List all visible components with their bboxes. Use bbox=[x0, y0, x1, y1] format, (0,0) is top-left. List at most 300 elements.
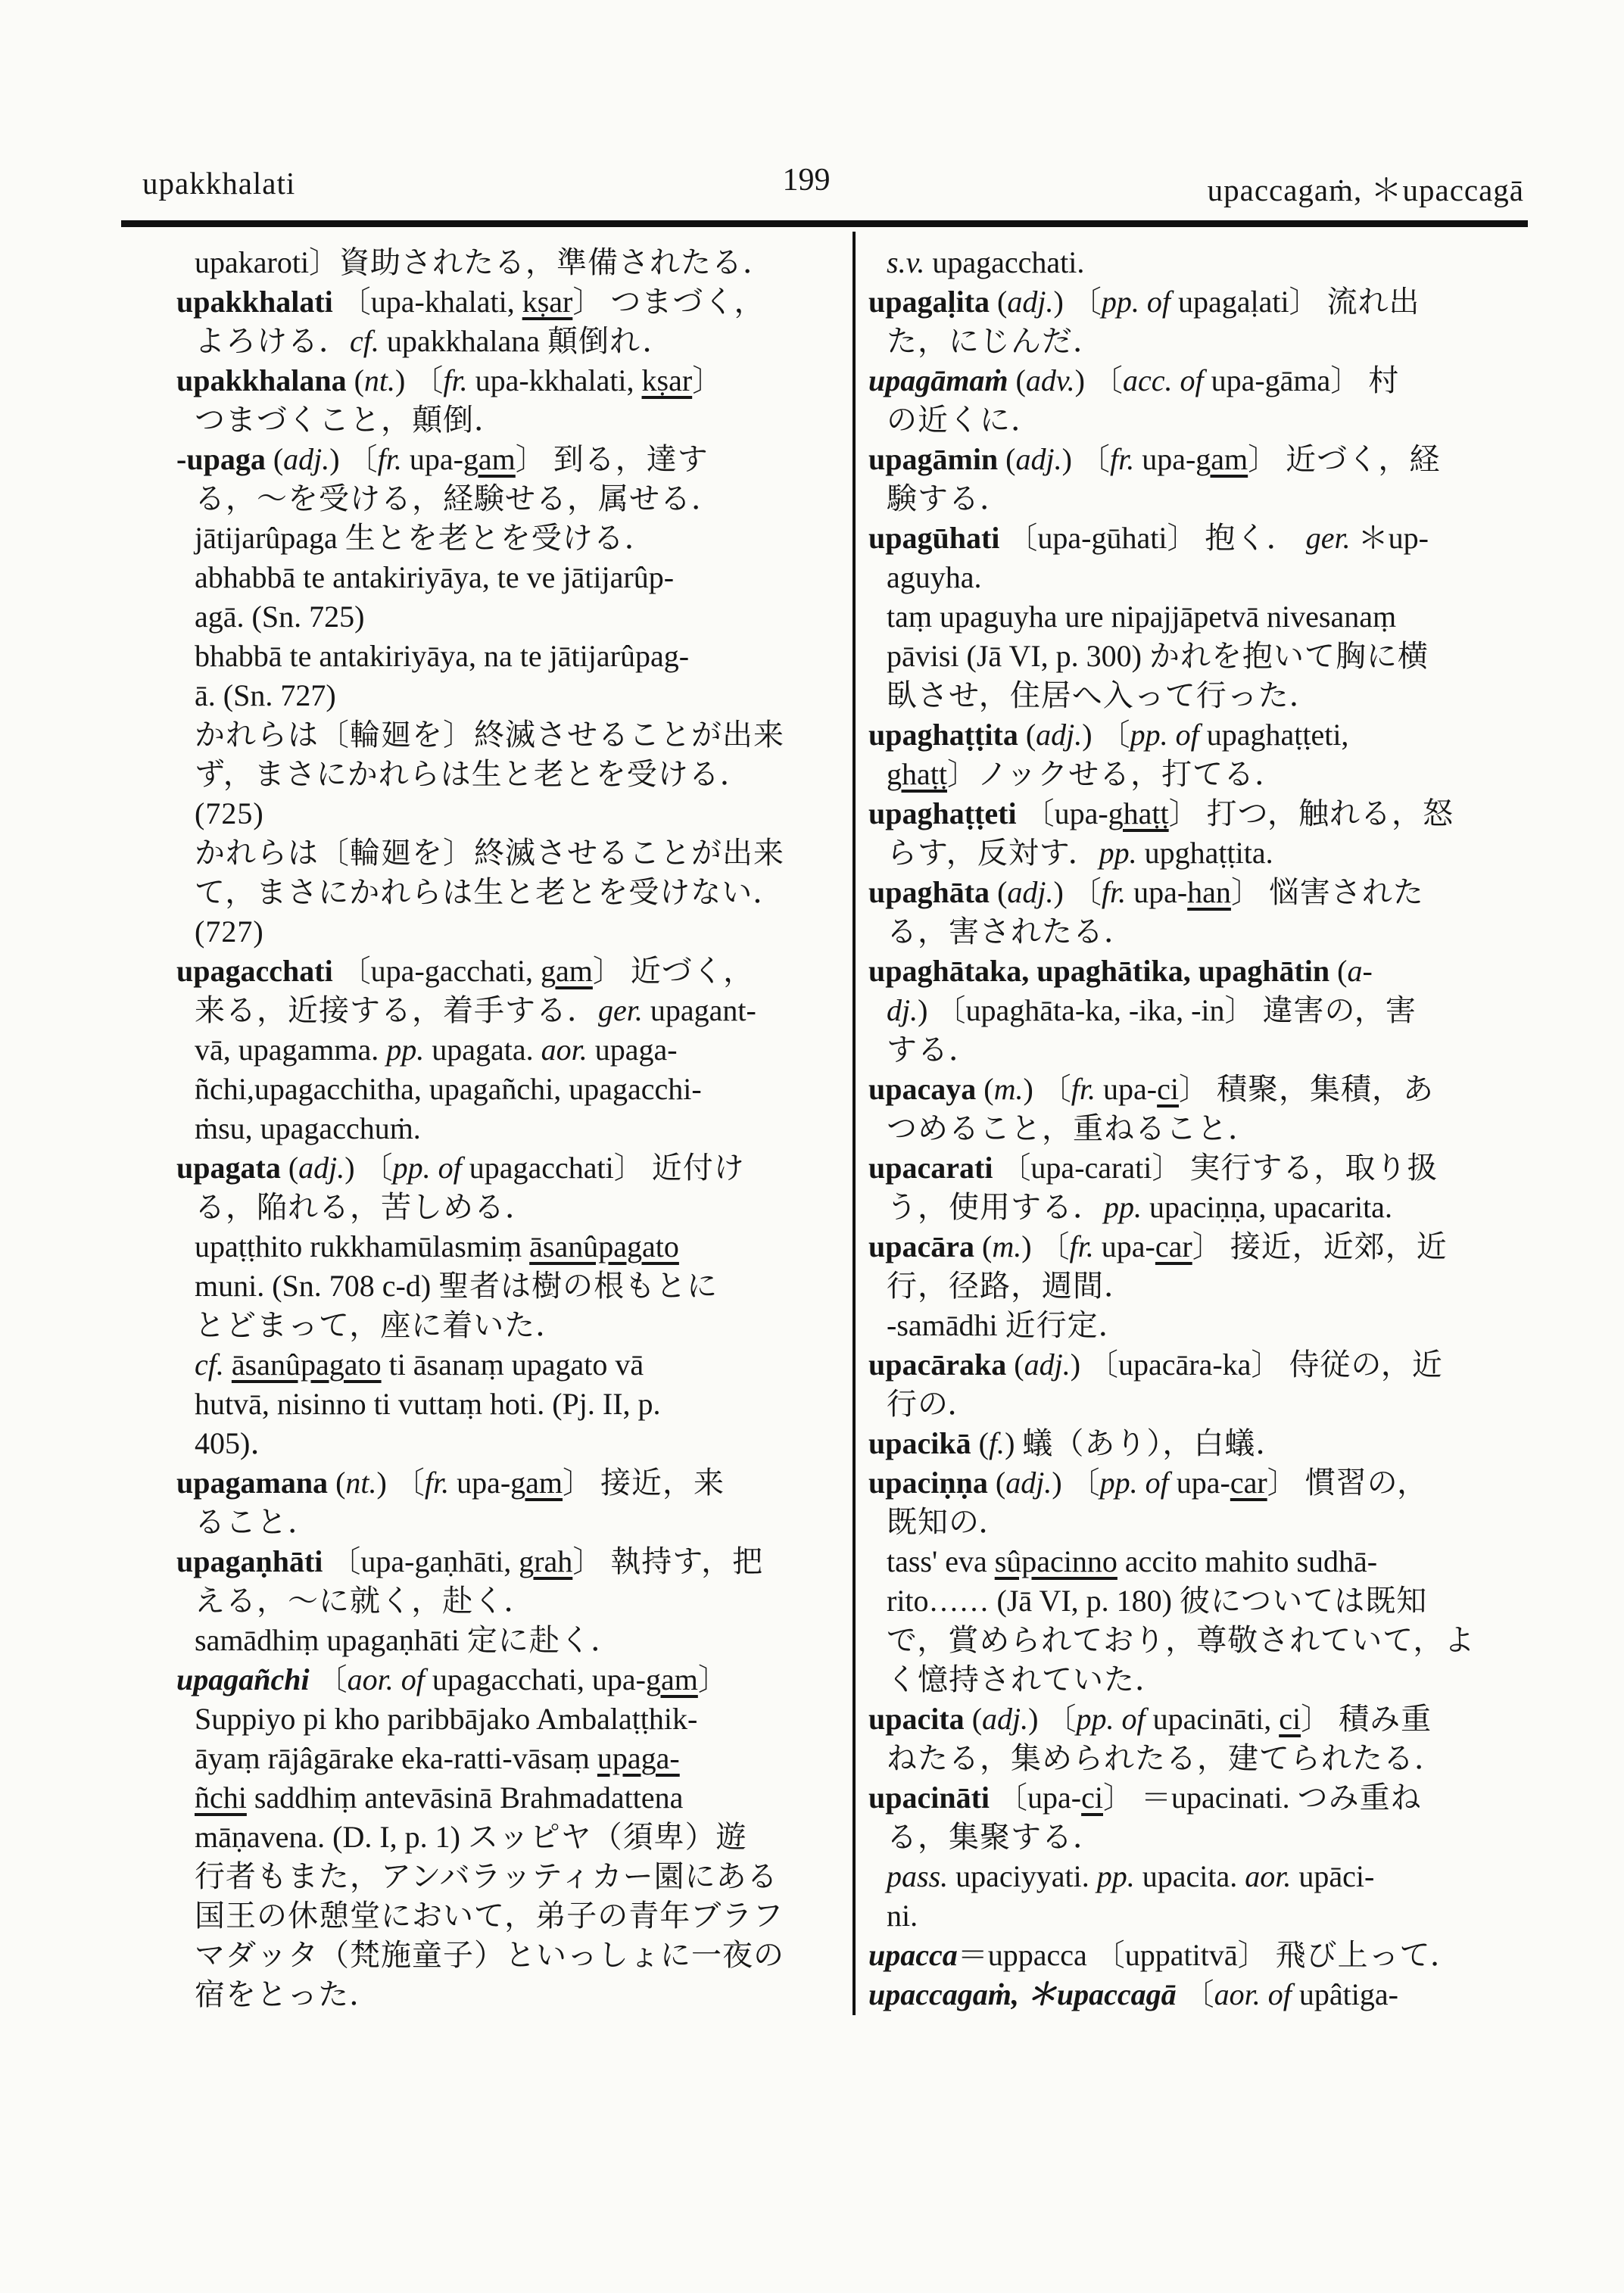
text-run: adv. bbox=[1025, 363, 1075, 397]
text-run: jātijarûpaga bbox=[195, 521, 345, 555]
text-run: aor. of bbox=[347, 1662, 425, 1696]
dictionary-line bbox=[868, 637, 1546, 676]
dictionary-line bbox=[176, 597, 846, 637]
text-run: fr. bbox=[1101, 875, 1127, 909]
dictionary-line bbox=[868, 282, 1546, 322]
text-run: gam bbox=[541, 954, 593, 988]
text-run: 〕 bbox=[697, 1662, 728, 1696]
right-column bbox=[868, 243, 1546, 2022]
dictionary-line bbox=[868, 1699, 1546, 1739]
text-run: upa- bbox=[1093, 1229, 1155, 1263]
text-run: 生とを老とを受ける． bbox=[344, 521, 656, 555]
text-run: m. bbox=[993, 1072, 1024, 1106]
text-run: 到る，達す bbox=[553, 442, 709, 476]
text-run: upâtiga- bbox=[1291, 1977, 1398, 2011]
dictionary-line bbox=[868, 1660, 1546, 1699]
text-run: (725) bbox=[195, 796, 264, 830]
text-run: upagacchati, upa- bbox=[424, 1662, 646, 1696]
text-run: saddhiṃ antevāsinā Brahmadattena bbox=[246, 1781, 684, 1815]
text-run: 〕 bbox=[592, 954, 631, 988]
text-run: ( bbox=[964, 1702, 983, 1736]
text-run: gam bbox=[463, 442, 516, 476]
text-run: 〕 bbox=[946, 757, 977, 791]
text-run: fr. bbox=[424, 1466, 450, 1500]
text-run: する． bbox=[887, 1033, 980, 1067]
dictionary-line bbox=[868, 873, 1546, 912]
text-run: taṃ upaguyha ure nipajjāpetvā nivesanaṃ bbox=[887, 600, 1397, 634]
dictionary-line bbox=[176, 1739, 846, 1778]
text-run: ci bbox=[1081, 1781, 1103, 1815]
text-run: 飛び上って． bbox=[1275, 1938, 1461, 1972]
text-run: う，使用する． bbox=[887, 1190, 1104, 1224]
text-run: dj. bbox=[887, 993, 918, 1027]
text-run: upaghātaka, upaghātika, upaghātin bbox=[868, 954, 1330, 988]
text-run: upacikā bbox=[868, 1426, 971, 1460]
text-run: upagaḷati〕 bbox=[1170, 285, 1327, 319]
text-run: ＊up- bbox=[1350, 521, 1429, 555]
text-run: ñchi,upagacchitha, upagañchi, upagacchi- bbox=[195, 1072, 702, 1106]
text-run: māṇavena. (D. I, p. 1) bbox=[195, 1820, 468, 1854]
text-run: upaga- bbox=[587, 1033, 678, 1067]
text-run: (727) bbox=[195, 914, 264, 949]
text-run: ( bbox=[971, 1426, 989, 1460]
text-run: 既知の． bbox=[887, 1505, 1010, 1539]
text-run: adj. bbox=[1007, 285, 1054, 319]
dictionary-line bbox=[868, 991, 1546, 1030]
text-run: upagacchati bbox=[176, 954, 333, 988]
text-run: aguyha. bbox=[887, 560, 982, 594]
text-run: pp. bbox=[1099, 836, 1137, 870]
text-run: て，まさにかれらは生と老とを受けない． bbox=[195, 875, 784, 909]
text-run: pp. of bbox=[1076, 1702, 1146, 1736]
text-run: upa-kkhalati, bbox=[467, 363, 642, 397]
text-run: マダッタ（梵施童子）といっしょに一夜の bbox=[195, 1938, 784, 1972]
text-run: ni. bbox=[887, 1899, 918, 1933]
text-run: ねたる，集められたる，建てられたる． bbox=[887, 1741, 1445, 1775]
text-run: ( bbox=[280, 1151, 299, 1185]
text-run: ( bbox=[974, 1229, 993, 1263]
text-run: の近くに． bbox=[887, 403, 1042, 437]
text-run: ā. (Sn. 727) bbox=[195, 678, 336, 712]
text-run: adj. bbox=[1024, 1347, 1071, 1382]
text-run: upakaroti〕 bbox=[195, 245, 340, 279]
text-run: sûpacinno bbox=[994, 1544, 1117, 1578]
text-run: upa- bbox=[1134, 442, 1196, 476]
text-run: つまづくこと，顛倒． bbox=[195, 403, 505, 437]
dictionary-line bbox=[176, 400, 846, 440]
text-run: upagata. bbox=[424, 1033, 541, 1067]
dictionary-line bbox=[868, 1227, 1546, 1266]
text-run: upakkhalana bbox=[176, 363, 347, 397]
dictionary-line bbox=[176, 755, 846, 794]
text-run: 〔upa- bbox=[1016, 796, 1108, 830]
text-run: ti āsanaṃ upagato vā bbox=[381, 1347, 644, 1382]
text-run: fr. bbox=[1109, 442, 1135, 476]
text-run: gam bbox=[1195, 442, 1248, 476]
text-run: 侍従の，近 bbox=[1289, 1347, 1443, 1382]
dictionary-line bbox=[176, 1109, 846, 1148]
dictionary-line bbox=[868, 1463, 1546, 1503]
text-run: 接近，来 bbox=[600, 1466, 725, 1500]
text-run: upagata bbox=[176, 1151, 281, 1185]
text-run: aor. bbox=[1245, 1859, 1292, 1893]
text-run: upaciṇṇa, upacarita. bbox=[1142, 1190, 1392, 1224]
text-run: で，賞められており，尊敬されていて，よ bbox=[887, 1623, 1476, 1657]
text-run: fr. bbox=[443, 363, 468, 397]
text-run: 〔upa-khalati, bbox=[332, 285, 522, 319]
text-run: 彼については既知 bbox=[1180, 1584, 1428, 1618]
text-run: ) 〔 bbox=[1082, 718, 1130, 752]
text-run: fr. bbox=[377, 442, 402, 476]
text-run: 行，径路，週間． bbox=[887, 1269, 1135, 1303]
text-run: upa- bbox=[449, 1466, 511, 1500]
text-run: ( bbox=[1329, 954, 1348, 988]
text-run: ci bbox=[1157, 1072, 1179, 1106]
text-run: 打つ，触れる，怒 bbox=[1206, 796, 1454, 830]
text-run: 村 bbox=[1368, 363, 1400, 397]
text-run: 宿をとった． bbox=[195, 1977, 381, 2011]
text-run: ñchi bbox=[195, 1781, 247, 1815]
text-run: han bbox=[1187, 875, 1231, 909]
text-run: 〕 bbox=[1179, 1072, 1217, 1106]
text-run: -upaga bbox=[176, 442, 266, 476]
text-run: adj. bbox=[1015, 442, 1062, 476]
dictionary-line bbox=[868, 440, 1546, 479]
text-run: つめること，重ねること． bbox=[887, 1111, 1259, 1145]
dictionary-line bbox=[868, 1936, 1546, 1975]
text-run: ず，まさにかれらは生と老とを受ける． bbox=[195, 757, 751, 791]
text-run: かれらは〔輪廻を〕終滅させることが出来 bbox=[195, 836, 784, 870]
text-run: car bbox=[1155, 1229, 1192, 1263]
dictionary-line bbox=[176, 243, 846, 282]
text-run: ) 〔 bbox=[1053, 875, 1102, 909]
text-run: muni. (Sn. 708 c-d) bbox=[195, 1269, 439, 1303]
text-run: ) 〔upacāra-ka〕 bbox=[1070, 1347, 1289, 1382]
text-run: 〔upa-gacchati, bbox=[332, 954, 541, 988]
text-run: 流れ出 bbox=[1326, 285, 1420, 319]
text-run: upagāmaṁ bbox=[868, 363, 1008, 397]
dictionary-line bbox=[868, 1975, 1546, 2014]
text-run: ( bbox=[1006, 1347, 1024, 1382]
text-run: rito…… (Jā VI, p. 180) bbox=[887, 1584, 1180, 1618]
dictionary-line bbox=[868, 519, 1546, 558]
text-run: upacaya bbox=[868, 1072, 977, 1106]
text-run: 近行定． bbox=[1005, 1308, 1130, 1342]
dictionary-line bbox=[176, 1463, 846, 1503]
dictionary-line bbox=[176, 322, 846, 361]
dictionary-line bbox=[176, 1936, 846, 1975]
dictionary-line bbox=[176, 991, 846, 1030]
text-run: ( bbox=[990, 875, 1008, 909]
text-run: ) 〔 bbox=[1023, 1072, 1071, 1106]
text-run: Suppiyo pi kho paribbājako Ambalaṭṭhik- bbox=[195, 1702, 698, 1736]
text-run: ) bbox=[1005, 1426, 1023, 1460]
dictionary-line bbox=[868, 1542, 1546, 1581]
page-number: 199 bbox=[782, 163, 831, 198]
dictionary-line bbox=[868, 1581, 1546, 1621]
text-run: āsanûpagato bbox=[529, 1229, 679, 1263]
dictionary-line bbox=[868, 1503, 1546, 1542]
text-run: a- bbox=[1347, 954, 1373, 988]
text-run: かれらは〔輪廻を〕終滅させることが出来 bbox=[195, 718, 784, 752]
text-run: pp. bbox=[386, 1033, 425, 1067]
column-divider bbox=[853, 232, 856, 2015]
text-run: abhabbā te antakiriyāya, te ve jātijarûp- bbox=[195, 560, 675, 594]
text-run: aor. of bbox=[1214, 1977, 1292, 2011]
text-run: ( bbox=[1018, 718, 1036, 752]
text-run: samādhiṃ upagaṇhāti bbox=[195, 1623, 467, 1657]
text-run: pp. of bbox=[1130, 718, 1199, 752]
text-run: upacināti bbox=[868, 1781, 990, 1815]
dictionary-line bbox=[176, 1148, 846, 1188]
text-run: ) 〔 bbox=[1061, 442, 1110, 476]
text-run: ) 〔 bbox=[1028, 1702, 1077, 1736]
text-run: 臥させ，住居へ入って行った． bbox=[887, 678, 1320, 712]
dictionary-line bbox=[868, 1266, 1546, 1306]
dictionary-line bbox=[176, 1896, 846, 1936]
text-run: 験する． bbox=[887, 481, 1011, 516]
text-run: ( bbox=[976, 1072, 994, 1106]
dictionary-line bbox=[176, 873, 846, 912]
text-run: ) 〔 bbox=[1074, 363, 1123, 397]
text-run: 積聚，集積，あ bbox=[1217, 1072, 1434, 1106]
dictionary-line bbox=[868, 1739, 1546, 1778]
dictionary-line bbox=[176, 519, 846, 558]
text-run: つみ重ね bbox=[1297, 1781, 1422, 1815]
text-run: cf. bbox=[195, 1347, 224, 1382]
text-run: ( bbox=[265, 442, 284, 476]
text-run: 〕 bbox=[563, 1466, 601, 1500]
text-run: ) 〔 bbox=[395, 363, 444, 397]
text-run: 行者もまた，アンバラッティカー園にある bbox=[195, 1859, 778, 1893]
dictionary-line bbox=[176, 912, 846, 952]
running-head-left: upakkhalati bbox=[142, 166, 296, 201]
dictionary-line bbox=[176, 1424, 846, 1463]
text-run: 国王の休憩堂において，弟子の青年ブラフ bbox=[195, 1899, 784, 1933]
dictionary-line bbox=[868, 243, 1546, 282]
text-run: 蟻（あり），白蟻． bbox=[1022, 1426, 1287, 1460]
text-run: らす，反対す． bbox=[887, 836, 1099, 870]
text-run: upaṭṭhito rukkhamūlasmiṃ bbox=[195, 1229, 530, 1263]
text-run: 〔upa-gūhati〕 bbox=[999, 521, 1205, 555]
text-run: upaghaṭṭita bbox=[868, 718, 1018, 752]
text-run: āsanûpagato bbox=[231, 1347, 382, 1382]
dictionary-line bbox=[176, 1778, 846, 1818]
dictionary-line bbox=[868, 912, 1546, 952]
dictionary-line bbox=[868, 794, 1546, 833]
dictionary-line bbox=[176, 1818, 846, 1857]
text-run: vā, upagamma. bbox=[195, 1033, 387, 1067]
dictionary-line bbox=[176, 1660, 846, 1699]
text-run: た，にじんだ． bbox=[887, 324, 1104, 358]
dictionary-line bbox=[868, 558, 1546, 597]
text-run: upāci- bbox=[1291, 1859, 1375, 1893]
dictionary-line bbox=[868, 952, 1546, 991]
text-run: upaghāta bbox=[868, 875, 990, 909]
dictionary-line bbox=[868, 400, 1546, 440]
text-run: 実行する，取り扱 bbox=[1189, 1151, 1439, 1185]
text-run: 抱く． bbox=[1205, 521, 1306, 555]
text-run: 405)． bbox=[195, 1426, 281, 1460]
text-run bbox=[224, 1347, 232, 1382]
dictionary-line bbox=[868, 676, 1546, 715]
text-run: upagant- bbox=[642, 993, 756, 1027]
text-run: upa- bbox=[401, 442, 463, 476]
dictionary-line bbox=[868, 1030, 1546, 1070]
text-run: upaccagaṁ, ＊upaccagā bbox=[868, 1977, 1177, 2011]
text-run: 近づく，経 bbox=[1286, 442, 1441, 476]
dictionary-line bbox=[176, 361, 846, 400]
text-run: る，〜を受ける，経験せる，属せる． bbox=[195, 481, 722, 516]
text-run: adj. bbox=[1036, 718, 1083, 752]
dictionary-line bbox=[176, 1975, 846, 2014]
text-run: ghaṭṭ bbox=[887, 757, 947, 791]
dictionary-line bbox=[176, 1070, 846, 1109]
text-run: 〔 bbox=[1176, 1977, 1214, 2011]
text-run: スッピヤ（須卑）遊 bbox=[467, 1820, 747, 1854]
text-run: tass' eva bbox=[887, 1544, 995, 1578]
dictionary-line bbox=[176, 952, 846, 991]
text-run: ) 〔upaghāta-ka, -ika, -in〕 bbox=[918, 993, 1263, 1027]
text-run: upacca bbox=[868, 1938, 958, 1972]
text-run: ger. bbox=[598, 993, 643, 1027]
dictionary-line bbox=[176, 1227, 846, 1266]
text-run: 違害の，害 bbox=[1262, 993, 1417, 1027]
dictionary-line bbox=[176, 1266, 846, 1306]
text-run: -samādhi bbox=[887, 1308, 1005, 1342]
text-run: pp. of bbox=[1101, 285, 1170, 319]
text-run: hutvā, nisinno ti vuttaṃ hoti. (Pj. II, p. bbox=[195, 1387, 661, 1421]
text-run: upacita bbox=[868, 1702, 965, 1736]
text-run: upacāra bbox=[868, 1229, 974, 1263]
text-run: agā. (Sn. 725) bbox=[195, 600, 365, 634]
text-run: upagacchati. bbox=[924, 245, 1085, 279]
text-run: upghaṭṭita. bbox=[1136, 836, 1273, 870]
text-run: upa- bbox=[1168, 1466, 1230, 1500]
text-run: 慣習の， bbox=[1304, 1466, 1429, 1500]
text-run: āyaṃ rājâgārake eka-ratti-vāsaṃ bbox=[195, 1741, 597, 1775]
text-run: upagacchati〕 bbox=[461, 1151, 652, 1185]
dictionary-line bbox=[868, 1424, 1546, 1463]
dictionary-line bbox=[176, 676, 846, 715]
text-run: adj. bbox=[1005, 1466, 1052, 1500]
text-run: 近付け bbox=[651, 1151, 745, 1185]
text-run: 来る，近接する，着手する． bbox=[195, 993, 598, 1027]
dictionary-line bbox=[176, 1542, 846, 1581]
text-run: f. bbox=[988, 1426, 1005, 1460]
text-run: ( bbox=[328, 1466, 346, 1500]
text-run: gam bbox=[510, 1466, 563, 1500]
text-run: ( bbox=[998, 442, 1016, 476]
text-run: pp. of bbox=[392, 1151, 462, 1185]
text-run: 接近，近郊，近 bbox=[1230, 1229, 1448, 1263]
text-run: える，〜に就く，赴く． bbox=[195, 1584, 535, 1618]
text-run: 〕 bbox=[1168, 796, 1207, 830]
text-run: 執持す，把 bbox=[610, 1544, 764, 1578]
text-run: fr. bbox=[1071, 1072, 1096, 1106]
text-run: ＝uppacca 〔uppatitvā〕 bbox=[957, 1938, 1276, 1972]
text-run: 〕 bbox=[1248, 442, 1286, 476]
dictionary-line bbox=[176, 715, 846, 755]
dictionary-line bbox=[868, 361, 1546, 400]
dictionary-line bbox=[868, 479, 1546, 519]
dictionary-line bbox=[868, 1621, 1546, 1660]
text-run: s.v. bbox=[887, 245, 925, 279]
text-run: ( bbox=[1008, 363, 1026, 397]
dictionary-line bbox=[868, 1385, 1546, 1424]
text-run: 〔upa- bbox=[990, 1781, 1082, 1815]
text-run: く憶持されていた． bbox=[887, 1662, 1166, 1696]
text-run: bhabbā te antakiriyāya, na te jātijarûpag- bbox=[195, 639, 690, 673]
text-run: ( bbox=[990, 285, 1008, 319]
text-run: ノックせる，打てる． bbox=[977, 757, 1286, 791]
text-run: 〕 bbox=[1301, 1702, 1339, 1736]
text-run: 近づく， bbox=[630, 954, 755, 988]
text-run: pass. bbox=[887, 1859, 949, 1893]
text-run: upakkhalana bbox=[379, 324, 548, 358]
text-run: る，陥れる，苦しめる． bbox=[195, 1190, 536, 1224]
dictionary-line bbox=[868, 1345, 1546, 1385]
header-rule bbox=[121, 220, 1528, 227]
dictionary-line bbox=[176, 1306, 846, 1345]
text-run: car bbox=[1230, 1466, 1267, 1500]
dictionary-line bbox=[868, 1109, 1546, 1148]
text-run: upagaḷita bbox=[868, 285, 990, 319]
text-run: よろける． bbox=[195, 324, 350, 358]
text-run: cf. bbox=[350, 324, 379, 358]
text-run: る，害されたる． bbox=[887, 914, 1135, 949]
dictionary-line bbox=[176, 1581, 846, 1621]
text-run: m. bbox=[992, 1229, 1022, 1263]
text-run: ) 〔 bbox=[1053, 285, 1102, 319]
dictionary-line bbox=[176, 1345, 846, 1385]
text-run: つまづく， bbox=[610, 285, 765, 319]
text-run: 〕 bbox=[515, 442, 553, 476]
text-run: upacarati bbox=[868, 1151, 993, 1185]
text-run: 〕 bbox=[692, 363, 723, 397]
text-run: 定に赴く． bbox=[466, 1623, 622, 1657]
text-run: ) 〔 bbox=[1021, 1229, 1070, 1263]
text-run: 〔upa-gaṇhāti, bbox=[323, 1544, 519, 1578]
dictionary-line bbox=[868, 1070, 1546, 1109]
dictionary-line bbox=[176, 1385, 846, 1424]
dictionary-line bbox=[868, 1188, 1546, 1227]
text-run: 〕 bbox=[1192, 1229, 1230, 1263]
text-run: acc. of bbox=[1122, 363, 1204, 397]
dictionary-line bbox=[176, 833, 846, 873]
text-run: 〕 bbox=[572, 1544, 611, 1578]
running-head-right: upaccagaṁ, ＊upaccagā bbox=[1207, 173, 1524, 207]
text-run: pp. bbox=[1104, 1190, 1142, 1224]
text-run: ) 〔 bbox=[1052, 1466, 1100, 1500]
dictionary-line bbox=[176, 637, 846, 676]
text-run: 聖者は樹の根もとに bbox=[438, 1269, 718, 1303]
text-run: nt. bbox=[345, 1466, 377, 1500]
dictionary-line bbox=[176, 1188, 846, 1227]
dictionary-line bbox=[176, 440, 846, 479]
dictionary-line bbox=[868, 1148, 1546, 1188]
text-run: nt. bbox=[363, 363, 396, 397]
text-run: upagūhati bbox=[868, 521, 1000, 555]
dictionary-line bbox=[176, 558, 846, 597]
text-run: upagañchi bbox=[176, 1662, 310, 1696]
text-run: ghaṭṭ bbox=[1108, 796, 1169, 830]
text-run: upagaṇhāti bbox=[176, 1544, 323, 1578]
left-column bbox=[176, 243, 846, 2022]
dictionary-line bbox=[868, 597, 1546, 637]
text-run: る，集聚する． bbox=[887, 1820, 1104, 1854]
text-run: pp. of bbox=[1099, 1466, 1169, 1500]
